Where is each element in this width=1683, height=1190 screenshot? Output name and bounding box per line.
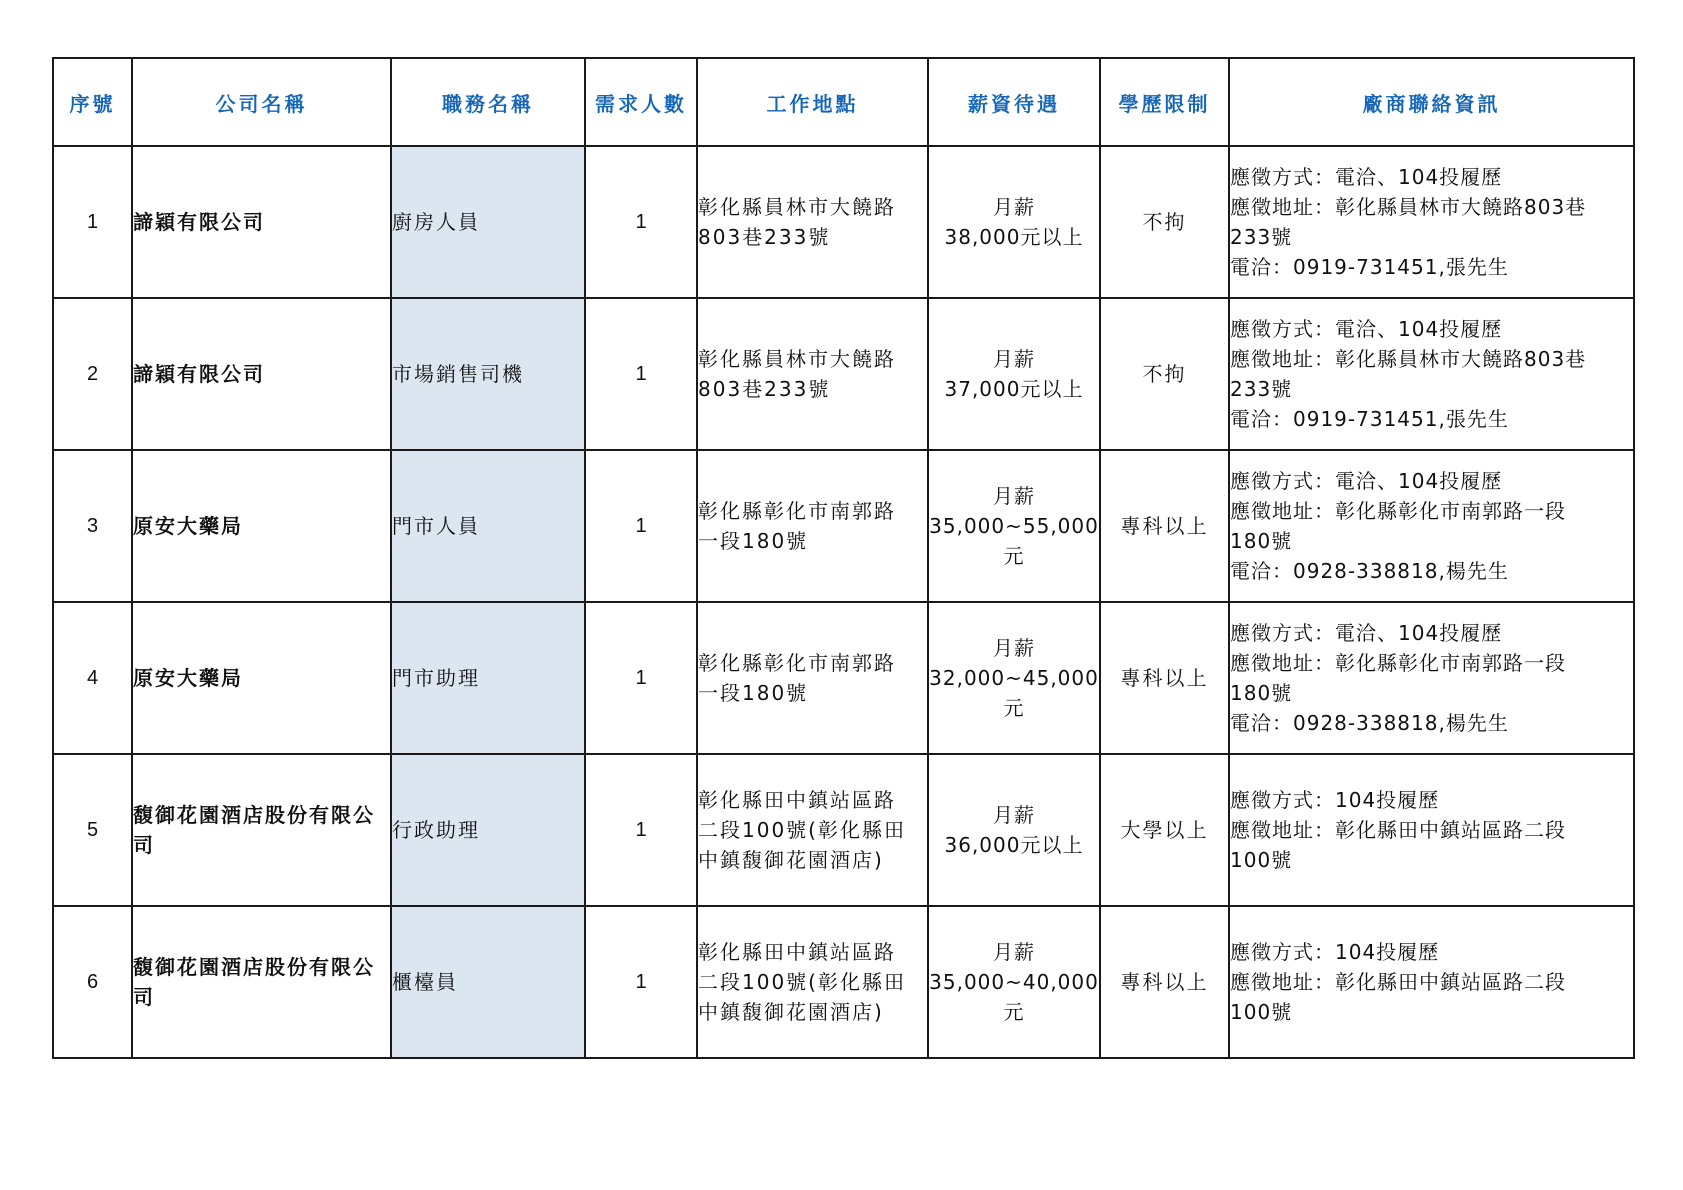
contact-line: 應徵方式：104投履歷 [1230,788,1440,812]
salary-line: 36,000元以上 [944,833,1084,857]
cell-company: 馥御花園酒店股份有限公司 [132,754,391,906]
job-listing-table [52,57,1635,1059]
location-line: 彰化縣田中鎮站區路 [698,940,896,964]
salary-line: 月薪 [993,484,1035,508]
table-body [53,146,1634,1058]
cell-education: 專科以上 [1100,906,1229,1058]
cell-company: 原安大藥局 [132,450,391,602]
header-position: 職務名稱 [391,58,585,146]
cell-count: 1 [585,906,697,1058]
contact-line: 100號 [1230,1000,1293,1024]
contact-line: 應徵地址：彰化縣田中鎮站區路二段 [1230,970,1566,994]
cell-salary [928,146,1100,298]
salary-line: 35,000~55,000 [929,514,1099,538]
salary-line: 37,000元以上 [944,377,1084,401]
cell-education: 專科以上 [1100,602,1229,754]
cell-location [697,146,928,298]
job-listing-sheet [52,57,1633,1059]
contact-line: 電洽：0928-338818,楊先生 [1230,559,1509,583]
cell-position: 市場銷售司機 [391,298,585,450]
header-count: 需求人數 [585,58,697,146]
contact-line: 應徵方式：電洽、104投履歷 [1230,165,1503,189]
contact-line: 應徵方式：電洽、104投履歷 [1230,317,1503,341]
header-contact: 廠商聯絡資訊 [1229,58,1634,146]
table-row [53,450,1634,602]
location-line: 彰化縣員林市大饒路 [698,195,896,219]
location-line: 彰化縣田中鎮站區路 [698,788,896,812]
contact-line: 電洽：0919-731451,張先生 [1230,255,1509,279]
salary-line: 元 [1003,1000,1025,1024]
cell-education: 專科以上 [1100,450,1229,602]
cell-no: 5 [53,754,132,906]
cell-contact [1229,298,1634,450]
location-line: 中鎮馥御花園酒店) [698,1000,884,1024]
contact-line: 應徵方式：104投履歷 [1230,940,1440,964]
cell-contact [1229,450,1634,602]
location-line: 一段180號 [698,529,809,553]
cell-location [697,754,928,906]
cell-contact [1229,754,1634,906]
table-row [53,602,1634,754]
salary-line: 月薪 [993,636,1035,660]
cell-salary [928,450,1100,602]
cell-no: 4 [53,602,132,754]
cell-contact [1229,906,1634,1058]
cell-count: 1 [585,602,697,754]
salary-line: 38,000元以上 [944,225,1084,249]
contact-line: 100號 [1230,848,1293,872]
cell-count: 1 [585,298,697,450]
cell-no: 3 [53,450,132,602]
cell-count: 1 [585,450,697,602]
contact-line: 電洽：0928-338818,楊先生 [1230,711,1509,735]
header-company: 公司名稱 [132,58,391,146]
cell-company: 原安大藥局 [132,602,391,754]
header-no: 序號 [53,58,132,146]
cell-salary [928,754,1100,906]
table-row [53,146,1634,298]
salary-line: 月薪 [993,940,1035,964]
contact-line: 應徵地址：彰化縣彰化市南郭路一段 [1230,499,1566,523]
contact-line: 180號 [1230,529,1293,553]
cell-salary [928,602,1100,754]
salary-line: 32,000~45,000 [929,666,1099,690]
cell-education: 大學以上 [1100,754,1229,906]
cell-no: 2 [53,298,132,450]
salary-line: 月薪 [993,195,1035,219]
cell-education: 不拘 [1100,298,1229,450]
cell-contact [1229,146,1634,298]
contact-line: 應徵地址：彰化縣員林市大饒路803巷 [1230,195,1587,219]
cell-salary [928,298,1100,450]
cell-location [697,450,928,602]
cell-position: 門市人員 [391,450,585,602]
contact-line: 應徵地址：彰化縣田中鎮站區路二段 [1230,818,1566,842]
cell-salary [928,906,1100,1058]
contact-line: 應徵地址：彰化縣員林市大饒路803巷 [1230,347,1587,371]
cell-count: 1 [585,146,697,298]
contact-line: 180號 [1230,681,1293,705]
cell-location [697,298,928,450]
cell-company: 諦穎有限公司 [132,146,391,298]
contact-line: 233號 [1230,377,1293,401]
table-row [53,754,1634,906]
location-line: 一段180號 [698,681,809,705]
contact-line: 應徵方式：電洽、104投履歷 [1230,621,1503,645]
location-line: 彰化縣員林市大饒路 [698,347,896,371]
salary-line: 35,000~40,000 [929,970,1099,994]
cell-position: 行政助理 [391,754,585,906]
salary-line: 元 [1003,544,1025,568]
header-salary: 薪資待遇 [928,58,1100,146]
cell-position: 廚房人員 [391,146,585,298]
cell-location [697,906,928,1058]
cell-company: 諦穎有限公司 [132,298,391,450]
cell-company: 馥御花園酒店股份有限公司 [132,906,391,1058]
salary-line: 月薪 [993,803,1035,827]
table-row [53,298,1634,450]
location-line: 803巷233號 [698,225,831,249]
location-line: 彰化縣彰化市南郭路 [698,499,896,523]
salary-line: 元 [1003,696,1025,720]
cell-position: 櫃檯員 [391,906,585,1058]
location-line: 二段100號(彰化縣田 [698,970,906,994]
contact-line: 電洽：0919-731451,張先生 [1230,407,1509,431]
cell-contact [1229,602,1634,754]
header-location: 工作地點 [697,58,928,146]
table-row [53,906,1634,1058]
cell-count: 1 [585,754,697,906]
location-line: 彰化縣彰化市南郭路 [698,651,896,675]
contact-line: 應徵方式：電洽、104投履歷 [1230,469,1503,493]
header-education: 學歷限制 [1100,58,1229,146]
table-header-row [53,58,1634,146]
location-line: 中鎮馥御花園酒店) [698,848,884,872]
cell-position: 門市助理 [391,602,585,754]
cell-no: 1 [53,146,132,298]
cell-location [697,602,928,754]
location-line: 803巷233號 [698,377,831,401]
contact-line: 233號 [1230,225,1293,249]
cell-no: 6 [53,906,132,1058]
contact-line: 應徵地址：彰化縣彰化市南郭路一段 [1230,651,1566,675]
salary-line: 月薪 [993,347,1035,371]
cell-education: 不拘 [1100,146,1229,298]
location-line: 二段100號(彰化縣田 [698,818,906,842]
